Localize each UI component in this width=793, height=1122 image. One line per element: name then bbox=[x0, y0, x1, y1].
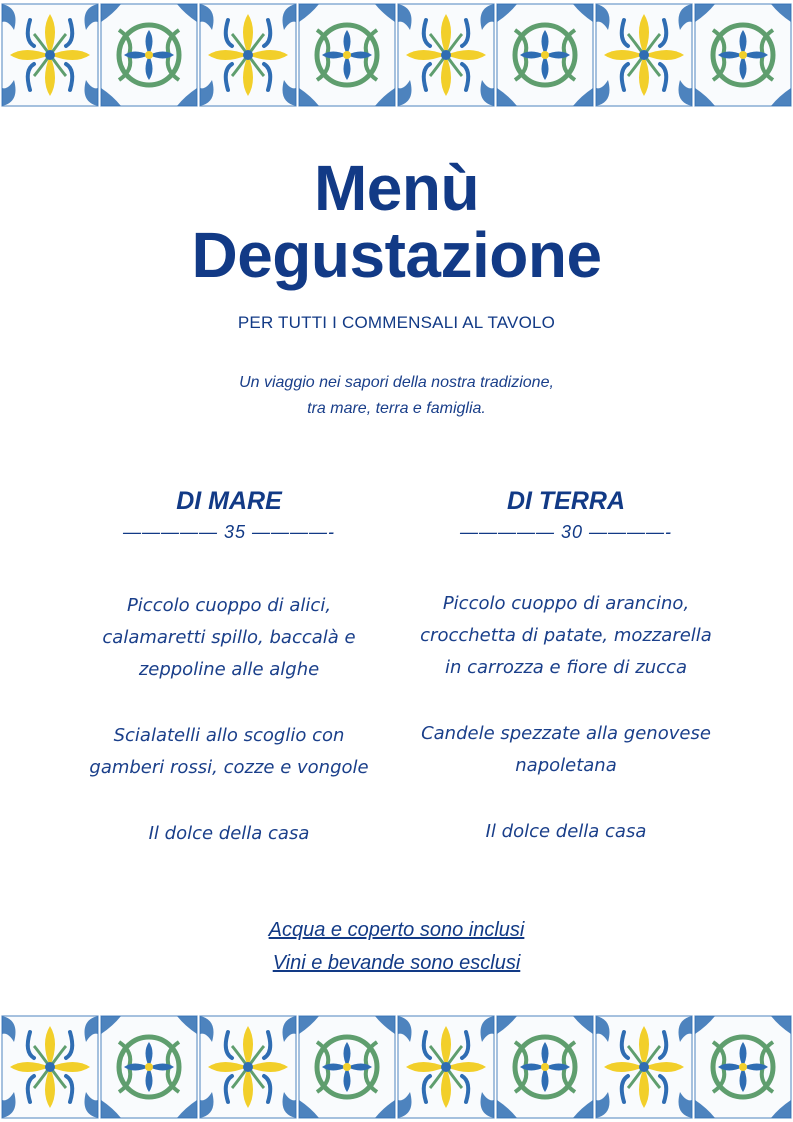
dish-item bbox=[70, 818, 388, 850]
dish-text-line: napoletana bbox=[515, 755, 617, 776]
dish-text-line: Piccolo cuoppo di arancino, bbox=[442, 593, 690, 614]
yellow-flower-tile-icon bbox=[198, 0, 298, 110]
green-flower-tile-icon bbox=[495, 0, 595, 110]
yellow-flower-tile-icon bbox=[0, 0, 100, 110]
yellow-flower-tile-icon bbox=[594, 1012, 694, 1122]
column-title: DI TERRA bbox=[506, 487, 626, 515]
menu-column-di-mare bbox=[70, 484, 388, 850]
tagline-line: Un viaggio nei sapori della nostra tradizione, bbox=[239, 374, 554, 391]
dish-text-line: gamberi rossi, cozze e vongole bbox=[89, 757, 369, 778]
menu-title-line2: Degustazione bbox=[191, 219, 602, 291]
bottom-tile-border bbox=[0, 1012, 793, 1122]
yellow-flower-tile-icon bbox=[198, 1012, 298, 1122]
green-flower-tile-icon bbox=[495, 1012, 595, 1122]
green-flower-tile-icon bbox=[99, 0, 199, 110]
dish-text-line: Candele spezzate alla genovese bbox=[421, 723, 711, 744]
dish-text-line: Il dolce della casa bbox=[485, 821, 647, 842]
dish-item bbox=[406, 816, 726, 848]
dish-text-line: crocchetta di patate, mozzarella bbox=[420, 625, 712, 646]
note-included: Acqua e coperto sono inclusi bbox=[268, 919, 525, 941]
dish-item bbox=[406, 718, 726, 782]
top-tile-border bbox=[0, 0, 793, 110]
dish-text-line: zeppoline alle alghe bbox=[138, 659, 320, 680]
dish-text-line: in carrozza e fiore di zucca bbox=[445, 657, 687, 678]
green-flower-tile-icon bbox=[693, 0, 793, 110]
menu-title-line1: Menù bbox=[313, 152, 480, 224]
green-flower-tile-icon bbox=[693, 1012, 793, 1122]
yellow-flower-tile-icon bbox=[396, 1012, 496, 1122]
tagline-line: tra mare, terra e famiglia. bbox=[307, 400, 486, 417]
yellow-flower-tile-icon bbox=[0, 1012, 100, 1122]
green-flower-tile-icon bbox=[297, 1012, 397, 1122]
dish-item bbox=[70, 720, 388, 784]
column-title: DI MARE bbox=[176, 487, 282, 515]
yellow-flower-tile-icon bbox=[396, 0, 496, 110]
price-line: ————— 35 ————- bbox=[122, 522, 336, 542]
dish-text-line: Piccolo cuoppo di alici, bbox=[126, 595, 332, 616]
price-line: ————— 30 ————- bbox=[459, 522, 673, 542]
menu-tagline bbox=[0, 370, 793, 422]
green-flower-tile-icon bbox=[297, 0, 397, 110]
dish-text-line: Il dolce della casa bbox=[148, 823, 310, 844]
yellow-flower-tile-icon bbox=[594, 0, 694, 110]
green-flower-tile-icon bbox=[99, 1012, 199, 1122]
dish-text-line: Scialatelli allo scoglio con bbox=[113, 725, 345, 746]
footer-notes bbox=[0, 914, 793, 980]
dish-item bbox=[70, 590, 388, 686]
menu-subtitle: PER TUTTI I COMMENSALI AL TAVOLO bbox=[237, 313, 556, 332]
menu-column-di-terra bbox=[406, 484, 726, 848]
dish-item bbox=[406, 588, 726, 684]
dish-text-line: calamaretti spillo, baccalà e bbox=[102, 627, 356, 648]
note-excluded: Vini e bevande sono esclusi bbox=[272, 952, 521, 974]
